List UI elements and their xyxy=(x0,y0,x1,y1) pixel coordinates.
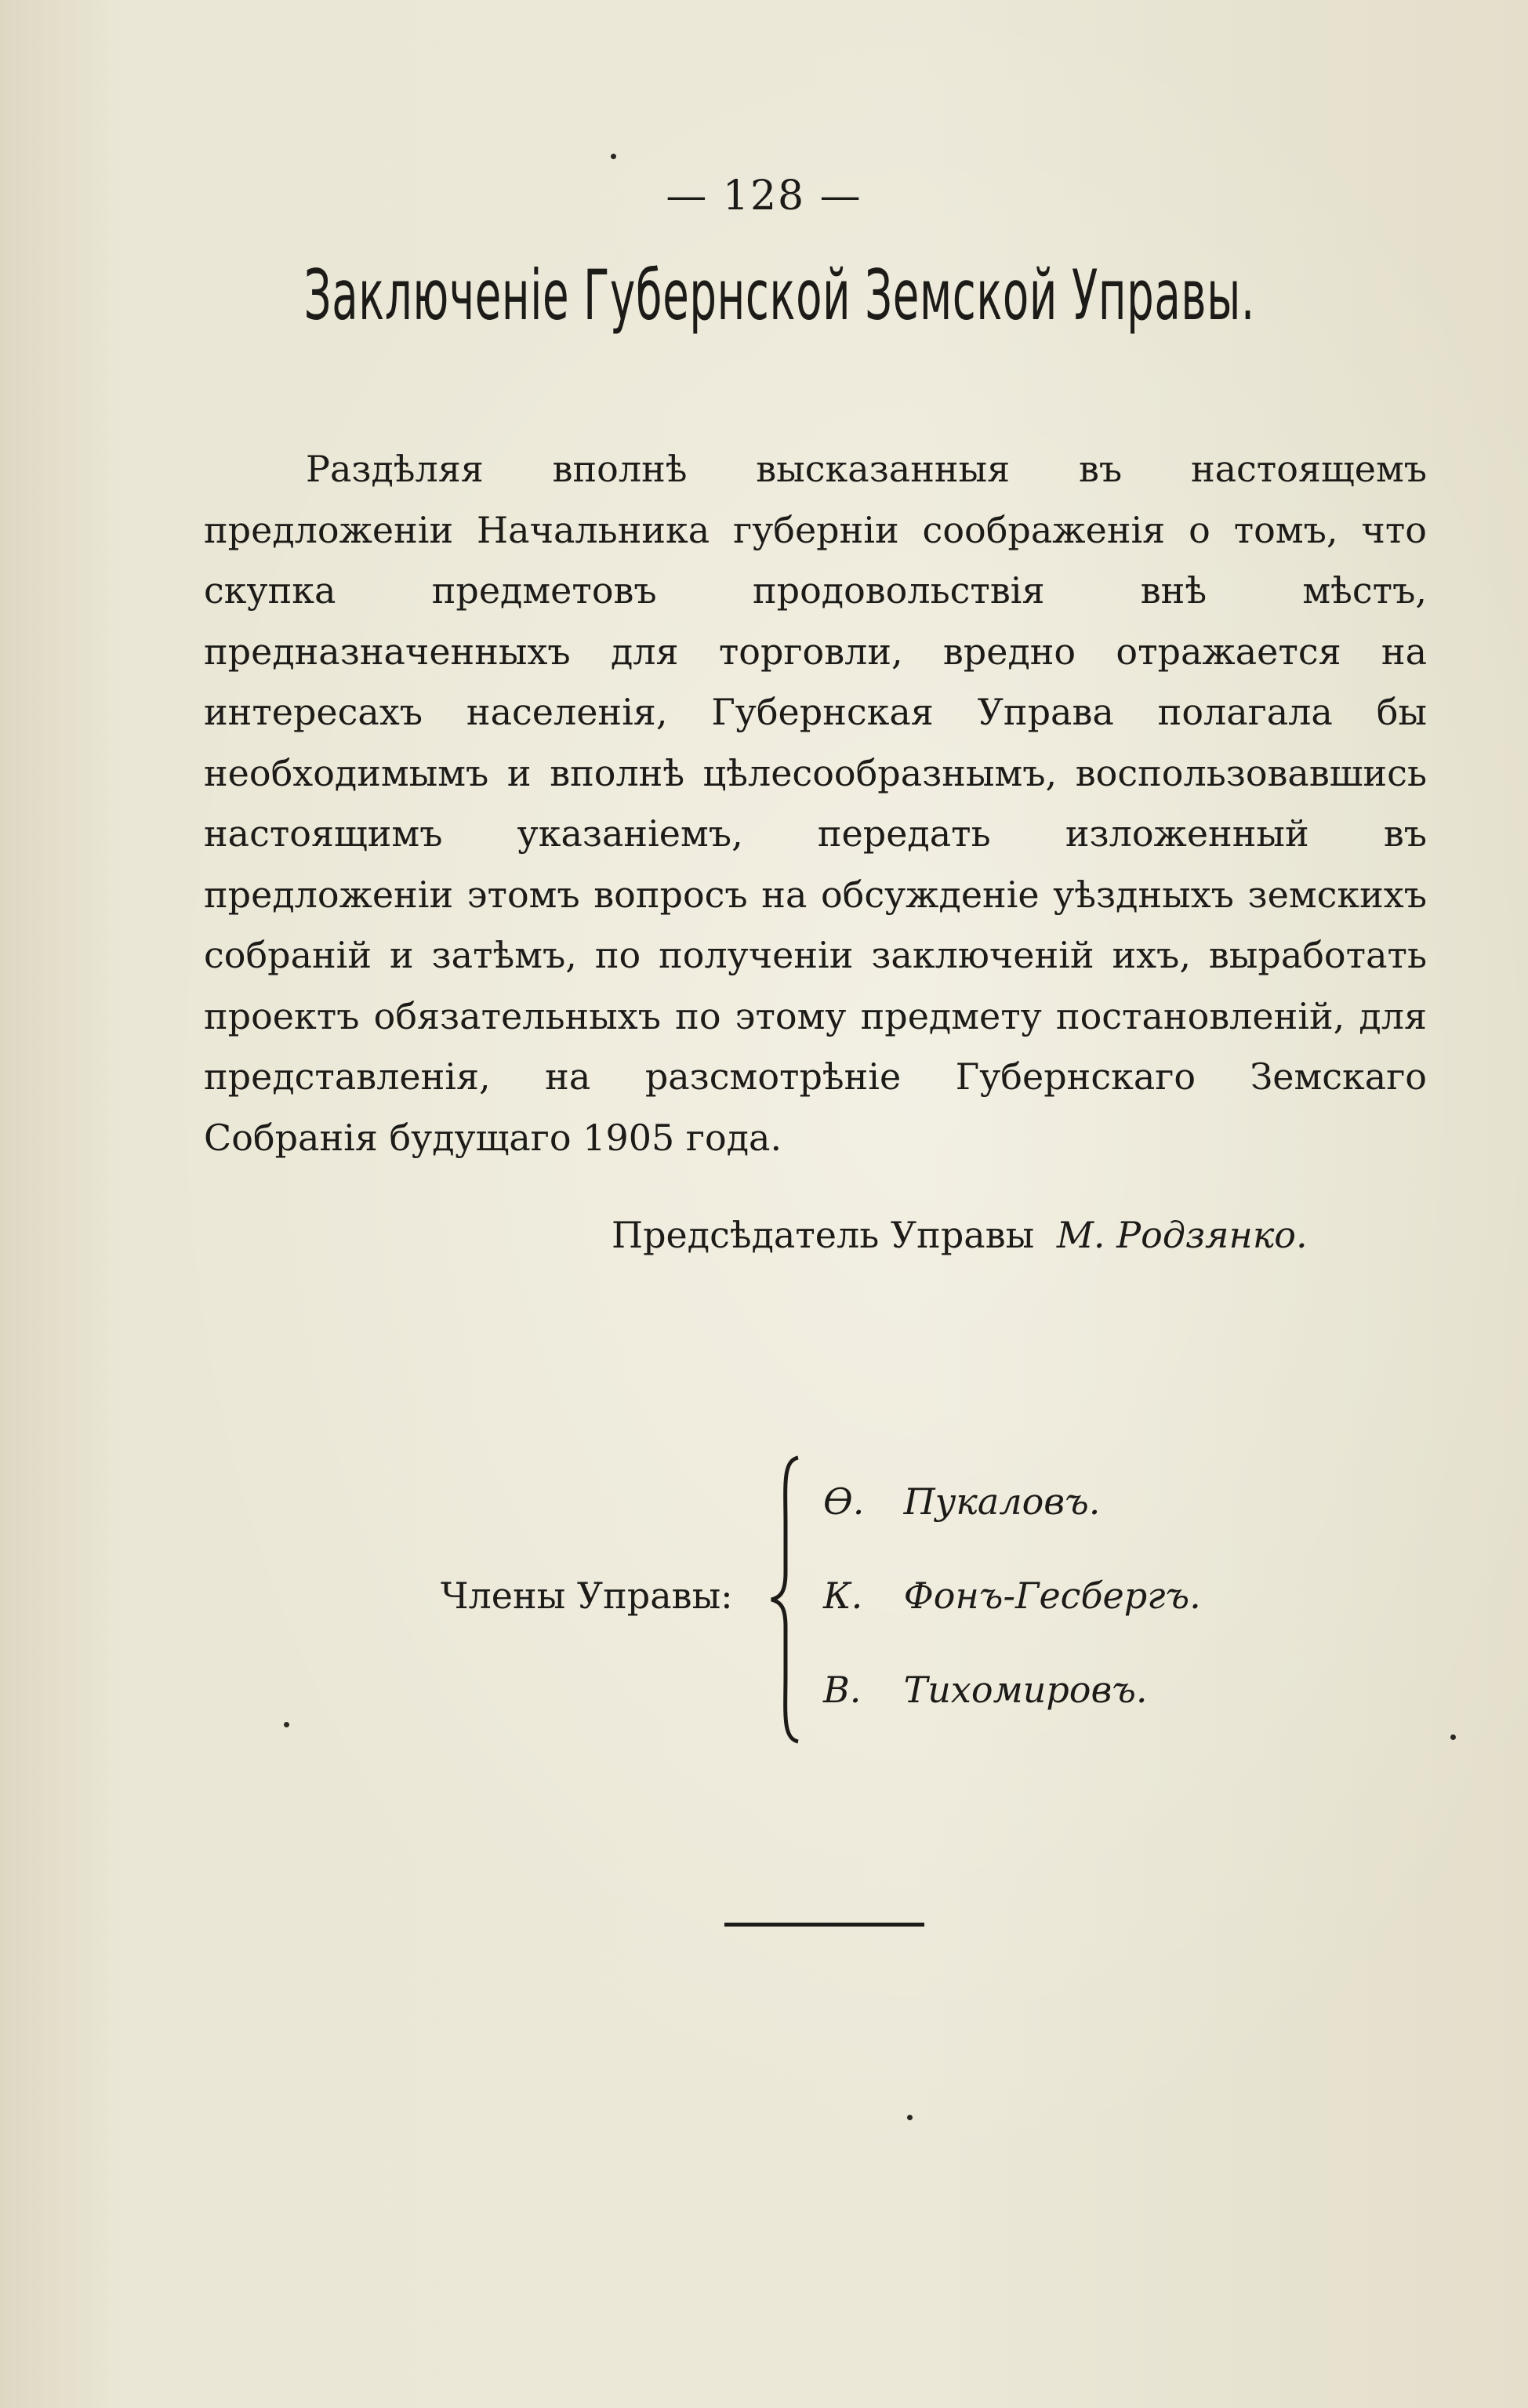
member-signature xyxy=(823,1480,1100,1523)
body-paragraph: Раздѣляя вполнѣ высказанныя въ настоящемъ предложеніи Начальника губерніи соображенія о томъ, что скупка предметовъ продовольствія внѣ мѣстъ, предназначенныхъ для торговли, вредно отражается на интересахъ населенія, Губернская Управа полагала бы необходимымъ и вполнѣ цѣлесообразнымъ, воспользовавшись настоящимъ указаніемъ, передать изложенный въ предложеніи этомъ вопросъ на обсужденіе уѣздныхъ земскихъ собраній и затѣмъ, по полученіи заключеній ихъ, выработать проектъ обязательныхъ по этому предмету постановленій, для представленія, на разсмотрѣніе Губернскаго Земскаго Собранія будущаго 1905 года. xyxy=(204,448,1427,1159)
member-initial: Ѳ. xyxy=(823,1480,865,1523)
curly-brace xyxy=(767,1455,806,1745)
member-surname: Пукаловъ. xyxy=(903,1480,1101,1523)
member-surname: Фонъ-Гесбергъ. xyxy=(903,1574,1201,1617)
closing-rule xyxy=(724,1923,924,1927)
section-title: Заключеніе Губернской Земской Управы. xyxy=(303,255,1255,336)
members-label: Члены Управы: xyxy=(441,1574,733,1617)
ink-speck xyxy=(611,154,616,159)
ink-speck xyxy=(284,1722,289,1727)
member-signature xyxy=(823,1669,1148,1711)
chairman-name: М. Родзянко. xyxy=(1056,1214,1308,1256)
member-surname: Тихомировъ. xyxy=(903,1669,1148,1711)
member-initial: В. xyxy=(823,1669,862,1711)
page-number: — 128 — xyxy=(666,173,862,220)
member-initial: К. xyxy=(823,1574,863,1617)
member-signature xyxy=(823,1574,1201,1617)
ink-speck xyxy=(907,2115,913,2120)
ink-speck xyxy=(1450,1734,1456,1740)
chairman-label: Предсѣдатель Управы xyxy=(612,1214,1035,1256)
chairman-signature xyxy=(612,1214,1308,1256)
